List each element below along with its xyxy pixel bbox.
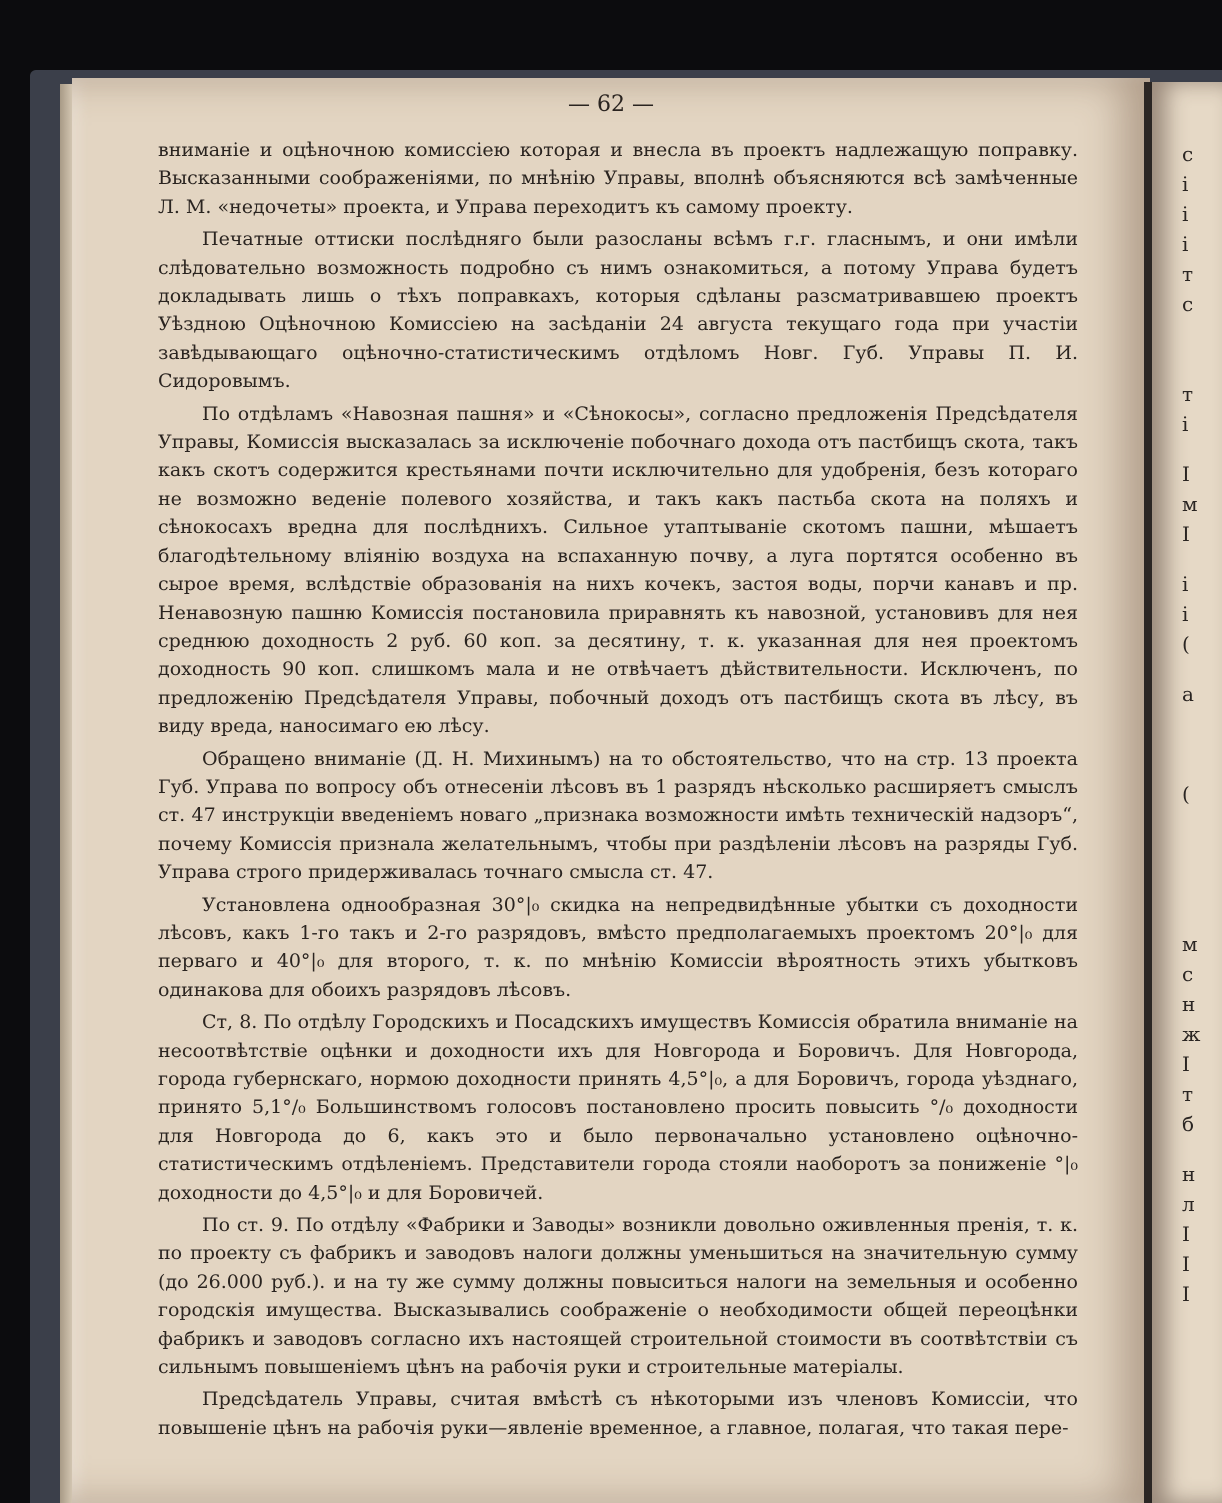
page-number: — 62 — [568,92,654,117]
adjacent-page-letter: і [1182,572,1189,596]
paragraph: Печатные оттиски послѣдняго были разосланы всѣмъ г.г. гласнымъ, и они имѣли слѣдовательно возможность подробно съ нимъ ознакомиться, а потому Управа будетъ докладывать лишь о тѣхъ поправкахъ, которыя сдѣланы разсматривавшею проектъ Уѣздною Оцѣночною Комиссіею на засѣданіи 24 августа текущаго года при участіи завѣдывающаго оцѣночно-статистическимъ отдѣломъ Новг. Губ. Управы П. И. Сидоровымъ. [158,228,1078,393]
adjacent-page-edge [1152,82,1222,1503]
adjacent-page-letter: і [1182,202,1189,226]
adjacent-page-letter: н [1182,992,1196,1016]
adjacent-page-letter: ж [1182,1022,1201,1046]
paragraph: Установлена однообразная 30°|₀ скидка на непредвидѣнные убытки съ доходности лѣсовъ, какъ 1-го такъ и 2-го разрядовъ, вмѣсто предполагаемыхъ проектомъ 20°|₀ для перваго и 40°|₀ для второго, т. к. по мнѣнію Комиссіи вѣроятность этихъ убытковъ одинакова для обоихъ разрядовъ лѣсовъ. [158,893,1078,1001]
paragraph: По ст. 9. По отдѣлу «Фабрики и Заводы» возникли довольно оживленныя пренія, т. к. по проекту съ фабрикъ и заводовъ налоги должны уменьшиться на значительную сумму (до 26.000 руб.). и на ту же сумму должны повыситься налоги на земельныя и особенно городскія имущества. Высказывались соображеніе о необходимости общей переоцѣнки фабрикъ и заводовъ согласно ихъ настоящей строительной стоимости въ соотвѣтствіи съ сильнымъ повышеніемъ цѣнъ на рабочія руки и строительные матеріалы. [158,1214,1078,1379]
adjacent-page-letter: і [1182,412,1189,436]
adjacent-page-letter: І [1182,1252,1190,1276]
paragraph: Ст, 8. По отдѣлу Городскихъ и Посадскихъ имуществъ Комиссія обратила вниманіе на несоотвѣтствіе оцѣнки и доходности ихъ для Новгорода и Боровичъ. Для Новгорода, города губернскаго, нормою доходности принять 4,5°|₀, а для Боровичъ, города уѣзднаго, принято 5,1°/₀ Большинствомъ голосовъ постановлено просить повысить °/₀ доходности для Новгорода до 6, какъ это и было первоначально установлено оцѣночно-статистическимъ отдѣленіемъ. Представители города стояли наоборотъ за пониженіе °|₀ доходности до 4,5°|₀ и для Боровичей. [158,1011,1078,1204]
adjacent-page-letter: ( [1182,782,1190,806]
adjacent-page-letter: с [1182,962,1194,986]
page-text [158,136,1078,1446]
adjacent-page-letter: і [1182,602,1189,626]
adjacent-page-letter: і [1182,172,1189,196]
adjacent-page-letter: а [1182,682,1194,706]
paragraph: вниманіе и оцѣночною комиссіею которая и внесла въ проектъ надлежащую поправку. Высказанными соображеніями, по мнѣнію Управы, вполнѣ объясняются всѣ замѣченные Л. М. «недочеты» проекта, и Управа переходитъ къ самому проекту. [158,139,1078,218]
paragraph: Обращено вниманіе (Д. Н. Михинымъ) на то обстоятельство, что на стр. 13 проекта Губ. Управа по вопросу объ отнесеніи лѣсовъ въ 1 разрядъ нѣсколько расширяетъ смыслъ ст. 47 инструкціи введеніемъ новаго „признака возможности имѣть техническій надзоръ“, почему Комиссія признала желательнымъ, чтобы при раздѣленіи лѣсовъ на разряды Губ. Управа строго придерживалась точнаго смысла ст. 47. [158,747,1078,884]
adjacent-page-letter: І [1182,522,1190,546]
book-page [72,78,1150,1503]
adjacent-page-letter: т [1182,382,1194,406]
adjacent-page-letter: м [1182,932,1198,956]
adjacent-page-letter: І [1182,462,1190,486]
paragraph: По отдѣламъ «Навозная пашня» и «Сѣнокосы», согласно предложенія Предсѣдателя Управы, Комиссія высказалась за исключеніе побочнаго дохода отъ пастбищъ скота, такъ какъ скотъ содержится крестьянами почти исключительно для удобренія, безъ котораго не возможно веденіе полевого хозяйства, и такъ какъ пастьба скота на поляхъ и сѣнокосахъ вредна для послѣднихъ. Сильное утаптываніе скотомъ пашни, мѣшаетъ благодѣтельному вліянію воздуха на вспаханную почву, а луга портятся особенно въ сырое время, вслѣдствіе образованія на нихъ кочекъ, застоя воды, порчи канавъ и пр. Ненавозную пашню Комиссія постановила приравнять къ навозной, установивъ для нея среднюю доходность 2 руб. 60 коп. за десятину, т. к. указанная для нея проектомъ доходность 90 коп. слишкомъ мала и не отвѣчаетъ дѣйствительности. Исключенъ, по предложенію Предсѣдателя Управы, побочный доходъ отъ пастбищъ скота въ лѣсу, въ виду вреда, наносимаго ею лѣсу. [158,402,1078,738]
adjacent-page-letter: с [1182,142,1194,166]
adjacent-page-letter: м [1182,492,1198,516]
adjacent-page-letter: І [1182,1052,1190,1076]
adjacent-page-letter: І [1182,1282,1190,1306]
adjacent-page-letter: л [1182,1192,1195,1216]
adjacent-page-letter: ( [1182,632,1190,656]
paragraph: Предсѣдатель Управы, считая вмѣстѣ съ нѣкоторыми изъ членовъ Комиссіи, что повышеніе цѣнъ на рабочія руки—явленіе временное, а главное, полагая, что такая пере- [158,1388,1078,1439]
adjacent-page-letter: б [1182,1112,1195,1136]
adjacent-page-letter: т [1182,262,1194,286]
adjacent-page-letter: і [1182,232,1189,256]
adjacent-page-letter: І [1182,1222,1190,1246]
adjacent-page-letter: н [1182,1162,1196,1186]
adjacent-page-letter: с [1182,292,1194,316]
adjacent-page-letter: т [1182,1082,1194,1106]
